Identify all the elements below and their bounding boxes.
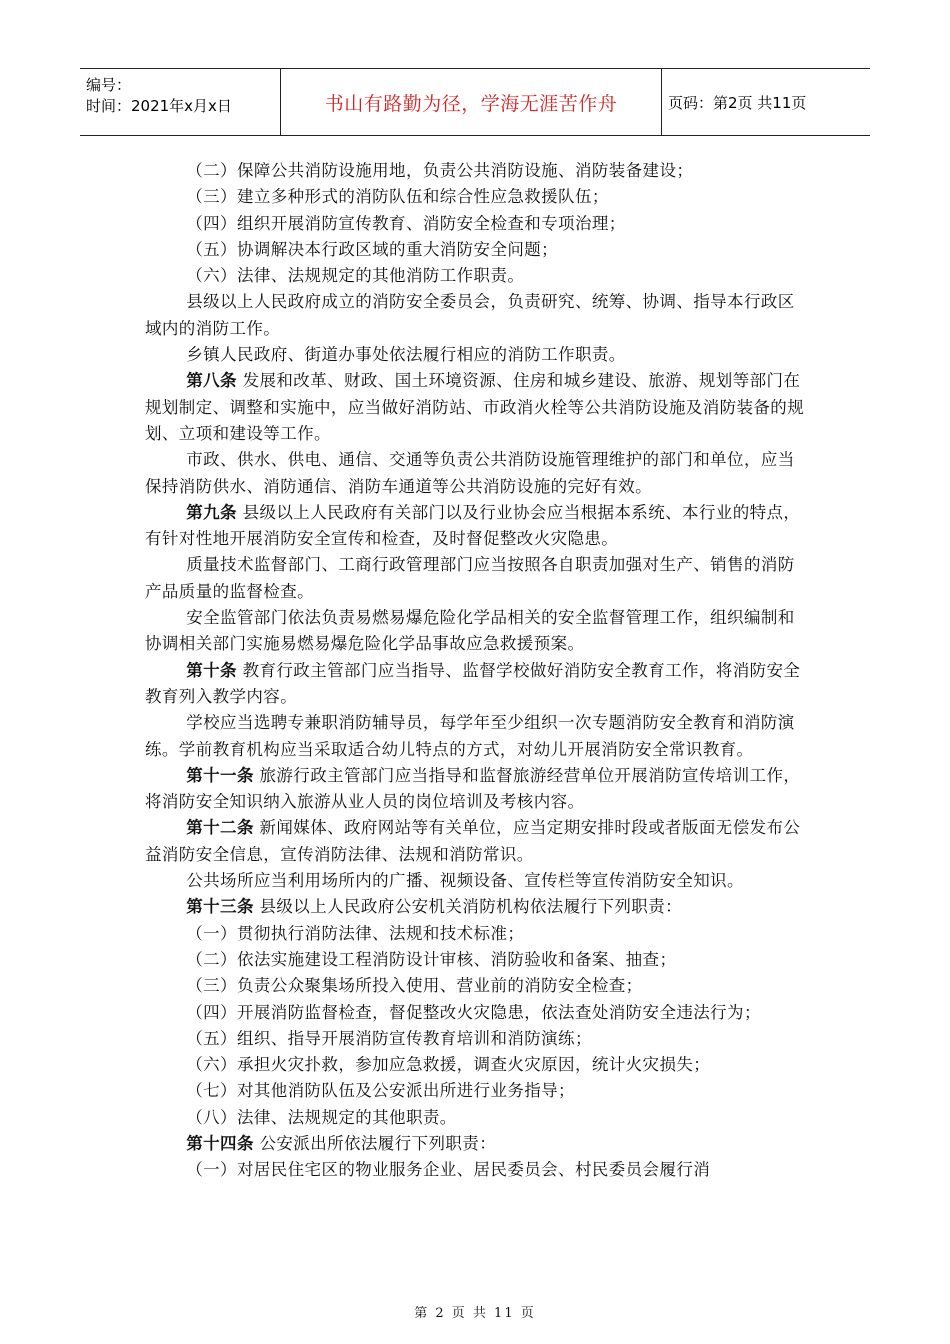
header-meta: [80, 69, 278, 135]
body-paragraph: [145, 263, 810, 289]
body-paragraph: [145, 158, 810, 184]
body-paragraph: [145, 289, 810, 342]
article-number: 第十条: [186, 660, 237, 680]
paragraph-text: （六）法律、法规规定的其他消防工作职责。: [186, 266, 525, 286]
paragraph-text: 学校应当选聘专兼职消防辅导员，每学年至少组织一次专题消防安全教育和消防演练。学前教育机构应当采取适合幼儿特点的方式，对幼儿开展消防安全常识教育。: [145, 713, 795, 759]
header-time-label: 时间：2021年x月x日: [86, 97, 232, 115]
body-paragraph: [145, 1000, 810, 1026]
paragraph-text: （一）对居民住宅区的物业服务企业、居民委员会、村民委员会履行消: [186, 1160, 711, 1180]
article-number: 第八条: [186, 371, 237, 391]
paragraph-text: （四）开展消防监督检查，督促整改火灾隐患，依法查处消防安全违法行为；: [186, 1002, 761, 1022]
body-paragraph: [145, 710, 810, 763]
body-paragraph: [145, 342, 810, 368]
article-paragraph: [145, 1131, 810, 1157]
article-number: 第九条: [186, 502, 237, 522]
paragraph-text: （一）贯彻执行消防法律、法规和技术标准；: [186, 923, 525, 943]
header-number-label: 编号：: [86, 76, 132, 94]
body-paragraph: [145, 237, 810, 263]
paragraph-text: （五）协调解决本行政区域的重大消防安全问题；: [186, 239, 559, 259]
paragraph-text: 乡镇人民政府、街道办事处依法履行相应的消防工作职责。: [186, 345, 626, 365]
header-divider: [661, 69, 662, 135]
paragraph-text: （三）负责公众聚集场所投入使用、营业前的消防安全检查；: [186, 976, 643, 996]
paragraph-text: 新闻媒体、政府网站等有关单位，应当定期安排时段或者版面无偿发布公益消防安全信息，宣传消防法律、法规和消防常识。: [145, 818, 801, 864]
body-paragraph: [145, 1026, 810, 1052]
paragraph-text: 县级以上人民政府公安机关消防机构依法履行下列职责：: [253, 897, 683, 917]
paragraph-text: 教育行政主管部门应当指导、监督学校做好消防安全教育工作，将消防安全教育列入教学内容。: [145, 660, 801, 706]
body-paragraph: [145, 973, 810, 999]
paragraph-text: （七）对其他消防队伍及公安派出所进行业务指导；: [186, 1081, 575, 1101]
paragraph-text: 县级以上人民政府成立的消防安全委员会，负责研究、统筹、协调、指导本行政区域内的消防工作。: [145, 292, 795, 338]
paragraph-text: （二）保障公共消防设施用地，负责公共消防设施、消防装备建设；: [186, 161, 694, 180]
article-paragraph: [145, 815, 810, 868]
paragraph-text: 旅游行政主管部门应当指导和监督旅游经营单位开展消防宣传培训工作，将消防安全知识纳入旅游从业人员的岗位培训及考核内容。: [145, 765, 801, 812]
paragraph-text: 发展和改革、财政、国土环境资源、住房和城乡建设、旅游、规划等部门在规划制定、调整和实施中，应当做好消防站、市政消火栓等公共消防设施及消防装备的规划、立项和建设等工作。: [145, 371, 805, 443]
document-body: [145, 158, 810, 1184]
paragraph-text: 公安派出所依法履行下列职责：: [253, 1133, 497, 1153]
paragraph-text: 质量技术监督部门、工商行政管理部门应当按照各自职责加强对生产、销售的消防产品质量的监督检查。: [145, 555, 795, 601]
article-paragraph: [145, 500, 810, 553]
paragraph-text: 县级以上人民政府有关部门以及行业协会应当根据本系统、本行业的特点，有针对性地开展消防安全宣传和检查，及时督促整改火灾隐患。: [145, 502, 801, 549]
body-paragraph: [145, 1078, 810, 1104]
article-paragraph: [145, 894, 810, 920]
body-paragraph: [145, 868, 810, 894]
body-paragraph: [145, 947, 810, 973]
header-page-info: 页码：第2页 共11页: [668, 93, 807, 112]
article-paragraph: [145, 763, 810, 816]
body-paragraph: [145, 211, 810, 237]
body-paragraph: [145, 184, 810, 210]
body-paragraph: [145, 605, 810, 658]
article-number: 第十四条: [186, 1133, 254, 1153]
article-number: 第十二条: [186, 818, 254, 838]
paragraph-text: （二）依法实施建设工程消防设计审核、消防验收和备案、抽查；: [186, 949, 677, 969]
body-paragraph: [145, 1052, 810, 1078]
body-paragraph: [145, 921, 810, 947]
article-paragraph: [145, 368, 810, 447]
page-footer: 第 2 页 共 11 页: [414, 1306, 536, 1321]
paragraph-text: （四）组织开展消防宣传教育、消防安全检查和专项治理；: [186, 213, 626, 233]
article-paragraph: [145, 658, 810, 711]
header-motto: 书山有路勤为径，学海无涯苦作舟: [324, 92, 618, 115]
paragraph-text: （三）建立多种形式的消防队伍和综合性应急救援队伍；: [186, 187, 609, 207]
paragraph-text: （八）法律、法规规定的其他职责。: [186, 1107, 457, 1127]
page-header: [80, 68, 870, 136]
article-number: 第十三条: [186, 897, 254, 917]
paragraph-text: （五）组织、指导开展消防宣传教育培训和消防演练；: [186, 1028, 592, 1048]
article-number: 第十一条: [186, 765, 254, 785]
body-paragraph: [145, 552, 810, 605]
paragraph-text: 公共场所应当利用场所内的广播、视频设备、宣传栏等宣传消防安全知识。: [186, 871, 744, 891]
body-paragraph: [145, 1105, 810, 1131]
paragraph-text: 安全监管部门依法负责易燃易爆危险化学品相关的安全监督管理工作，组织编制和协调相关部门实施易燃易爆危险化学品事故应急救援预案。: [145, 608, 795, 654]
body-paragraph: [145, 447, 810, 500]
body-paragraph: [145, 1157, 810, 1183]
paragraph-text: 市政、供水、供电、通信、交通等负责公共消防设施管理维护的部门和单位，应当保持消防供水、消防通信、消防车通道等公共消防设施的完好有效。: [145, 450, 795, 496]
paragraph-text: （六）承担火灾扑救，参加应急救援，调查火灾原因，统计火灾损失；: [186, 1055, 711, 1075]
